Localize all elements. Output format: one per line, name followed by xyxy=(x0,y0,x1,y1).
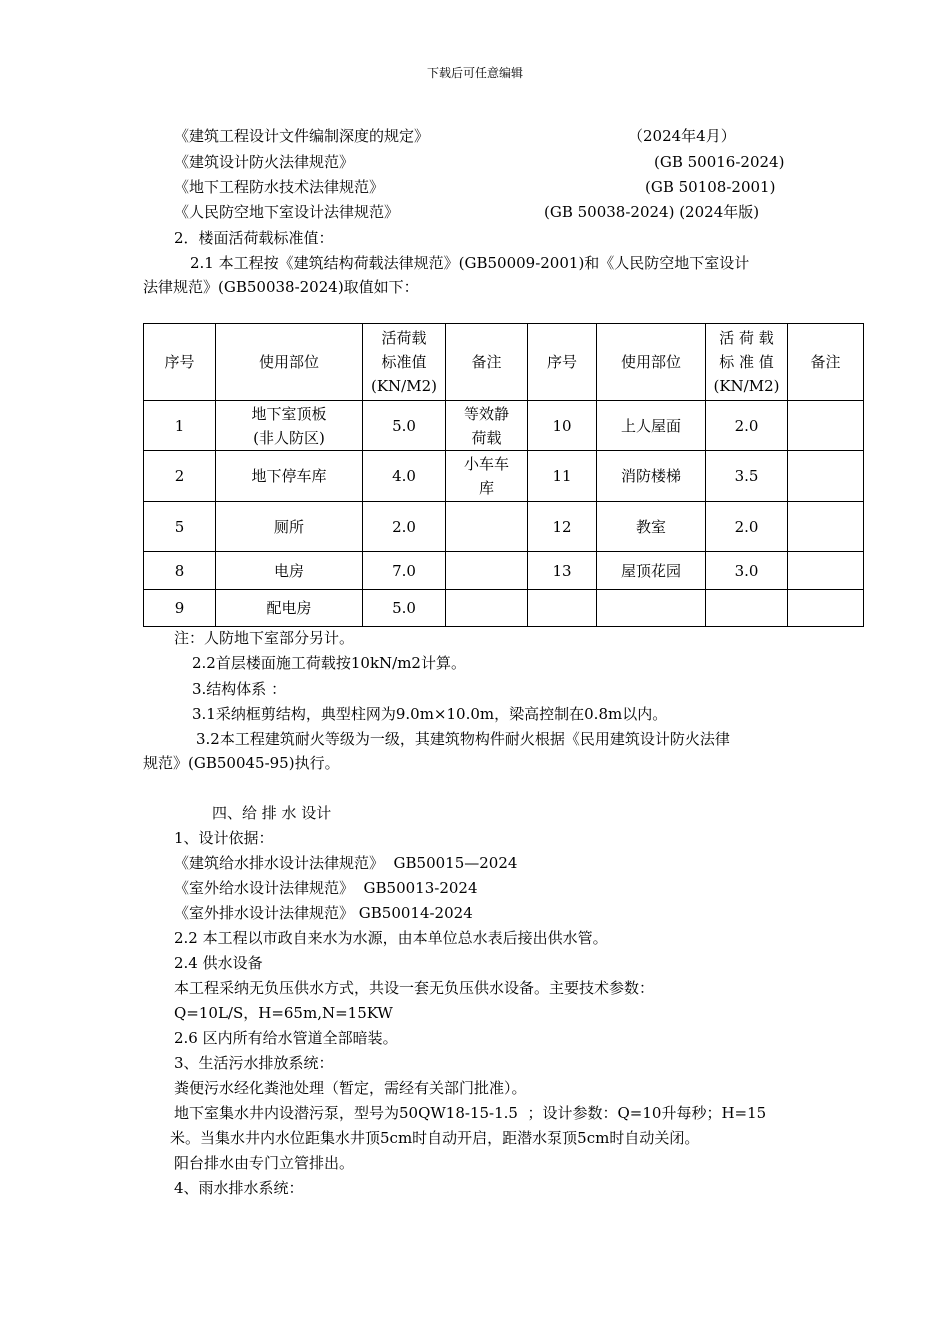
cell-note xyxy=(446,552,528,590)
cell-no-2 xyxy=(528,590,597,627)
cell-load: 7.0 xyxy=(363,552,446,590)
ref-title-2: 《建筑设计防火法律规范》 xyxy=(174,153,355,171)
para-3-1: 3.1采纳框剪结构，典型柱网为9.0m×10.0m，梁高控制在0.8m以内。 xyxy=(192,705,668,723)
cell-note-2 xyxy=(788,401,864,451)
cell-note-l1: 小车车 xyxy=(463,455,509,473)
header-no-2: 序号 xyxy=(528,324,597,401)
header-load2-l1: 活 荷 载 xyxy=(719,329,774,347)
cell-part-2: 教室 xyxy=(597,502,706,552)
cell-no: 8 xyxy=(144,552,216,590)
cell-no-2: 11 xyxy=(528,451,597,502)
cell-load: 4.0 xyxy=(363,451,446,502)
header-load2-l3: (KN/M2) xyxy=(713,377,780,395)
cell-note-l2: 库 xyxy=(478,479,494,497)
cell-note xyxy=(446,502,528,552)
cell-part xyxy=(216,401,363,451)
header-note: 备注 xyxy=(446,324,528,401)
cell-part-2: 消防楼梯 xyxy=(597,451,706,502)
s4-2-6: 2.6 区内所有给水管道全部暗装。 xyxy=(174,1029,398,1047)
s4-3-c: 阳台排水由专门立管排出。 xyxy=(174,1154,355,1172)
cell-load: 5.0 xyxy=(363,590,446,627)
ref-title-4: 《人民防空地下室设计法律规范》 xyxy=(174,203,400,221)
s4-2-2: 2.2 本工程以市政自来水为水源，由本单位总水表后接出供水管。 xyxy=(174,929,608,947)
header-load xyxy=(363,324,446,401)
cell-no: 5 xyxy=(144,502,216,552)
cell-note-l2: 荷载 xyxy=(471,428,502,447)
cell-note-2 xyxy=(788,451,864,502)
table-header-row xyxy=(144,324,864,401)
cell-part-l1: 地下室顶板 xyxy=(251,404,327,423)
para-2-1-line2: 法律规范》(GB50038-2024)取值如下： xyxy=(143,278,419,296)
ref-code-3: (GB 50108-2001) xyxy=(645,178,776,196)
cell-no: 1 xyxy=(144,401,216,451)
page-header: 下载后可任意编辑 xyxy=(426,66,523,80)
cell-no-2: 12 xyxy=(528,502,597,552)
s4-3-a: 粪便污水经化粪池处理（暂定，需经有关部门批准）。 xyxy=(174,1079,527,1097)
header-load-l1: 活荷载 xyxy=(381,329,427,347)
ref-code-1: （2024年4月） xyxy=(628,127,736,145)
section-2-title: 2．楼面活荷载标准值： xyxy=(174,229,334,247)
s4-4: 4、雨水排水系统： xyxy=(174,1179,304,1197)
table-row xyxy=(144,590,864,627)
cell-load-2: 2.0 xyxy=(706,502,788,552)
header-load2-l2: 标 准 值 xyxy=(719,353,774,371)
cell-note-2 xyxy=(788,590,864,627)
cell-no: 2 xyxy=(144,451,216,502)
cell-no-2: 10 xyxy=(528,401,597,451)
cell-note-2 xyxy=(788,502,864,552)
cell-load: 2.0 xyxy=(363,502,446,552)
header-part-2: 使用部位 xyxy=(597,324,706,401)
cell-load: 5.0 xyxy=(363,401,446,451)
cell-note xyxy=(446,401,528,451)
ref-code-2: (GB 50016-2024) xyxy=(654,153,785,171)
table-row xyxy=(144,552,864,590)
cell-part: 地下停车库 xyxy=(216,451,363,502)
para-3: 3.结构体系 ： xyxy=(192,680,287,698)
section-4-title: 四、给 排 水 设计 xyxy=(212,804,332,822)
live-load-table xyxy=(143,323,864,627)
cell-part-l2: (非人防区) xyxy=(253,428,325,447)
table-row xyxy=(144,401,864,451)
cell-note xyxy=(446,590,528,627)
cell-note xyxy=(446,451,528,502)
s4-3: 3、生活污水排放系统： xyxy=(174,1054,334,1072)
cell-part-2: 屋顶花园 xyxy=(597,552,706,590)
s4-ref-2: 《室外给水设计法律规范》 GB50013-2024 xyxy=(174,879,478,897)
para-2-2: 2.2首层楼面施工荷载按10kN/m2计算。 xyxy=(192,654,466,672)
s4-ref-1: 《建筑给水排水设计法律规范》 GB50015—2024 xyxy=(174,854,518,872)
header-load-l2: 标准值 xyxy=(381,353,427,371)
cell-note-l1: 等效静 xyxy=(463,404,509,423)
cell-part: 厕所 xyxy=(216,502,363,552)
cell-part: 电房 xyxy=(216,552,363,590)
header-load-2 xyxy=(706,324,788,401)
s4-3-b-line2: 米。当集水井内水位距集水井顶5cm时自动开启，距潜水泵顶5cm时自动关闭。 xyxy=(170,1129,700,1147)
table-row xyxy=(144,451,864,502)
s4-2-4: 2.4 供水设备 xyxy=(174,954,263,972)
cell-part: 配电房 xyxy=(216,590,363,627)
s4-3-b-line1: 地下室集水井内设潜污泵，型号为50QW18-15-1.5 ；设计参数：Q=10升每秒；H=15 xyxy=(174,1104,767,1122)
para-3-2-line2: 规范》(GB50045-95)执行。 xyxy=(143,754,340,772)
cell-load-2 xyxy=(706,590,788,627)
header-note-2: 备注 xyxy=(788,324,864,401)
table-row xyxy=(144,502,864,552)
cell-load-2: 3.0 xyxy=(706,552,788,590)
cell-note-2 xyxy=(788,552,864,590)
cell-part-2 xyxy=(597,590,706,627)
cell-load-2: 3.5 xyxy=(706,451,788,502)
cell-no: 9 xyxy=(144,590,216,627)
cell-part-2: 上人屋面 xyxy=(597,401,706,451)
header-load-l3: (KN/M2) xyxy=(371,377,437,395)
ref-code-4: (GB 50038-2024) (2024年版) xyxy=(544,203,760,221)
header-part: 使用部位 xyxy=(216,324,363,401)
s4-2-4-desc: 本工程采纳无负压供水方式，共设一套无负压供水设备。主要技术参数： xyxy=(174,979,655,997)
para-2-1-line1: 2.1 本工程按《建筑结构荷载法律规范》(GB50009-2001)和《人民防空地下室设计 xyxy=(190,254,750,272)
s4-ref-3: 《室外排水设计法律规范》 GB50014-2024 xyxy=(174,904,473,922)
s4-design-basis: 1、设计依据： xyxy=(174,829,274,847)
para-3-2-line1: 3.2本工程建筑耐火等级为一级，其建筑物构件耐火根据《民用建筑设计防火法律 xyxy=(196,730,730,748)
cell-no-2: 13 xyxy=(528,552,597,590)
cell-load-2: 2.0 xyxy=(706,401,788,451)
s4-2-4-params: Q=10L/S，H=65m,N=15KW xyxy=(174,1004,393,1022)
table-note: 注：人防地下室部分另计。 xyxy=(174,629,355,647)
ref-title-3: 《地下工程防水技术法律规范》 xyxy=(174,178,385,196)
header-no: 序号 xyxy=(144,324,216,401)
ref-title-1: 《建筑工程设计文件编制深度的规定》 xyxy=(174,127,430,145)
